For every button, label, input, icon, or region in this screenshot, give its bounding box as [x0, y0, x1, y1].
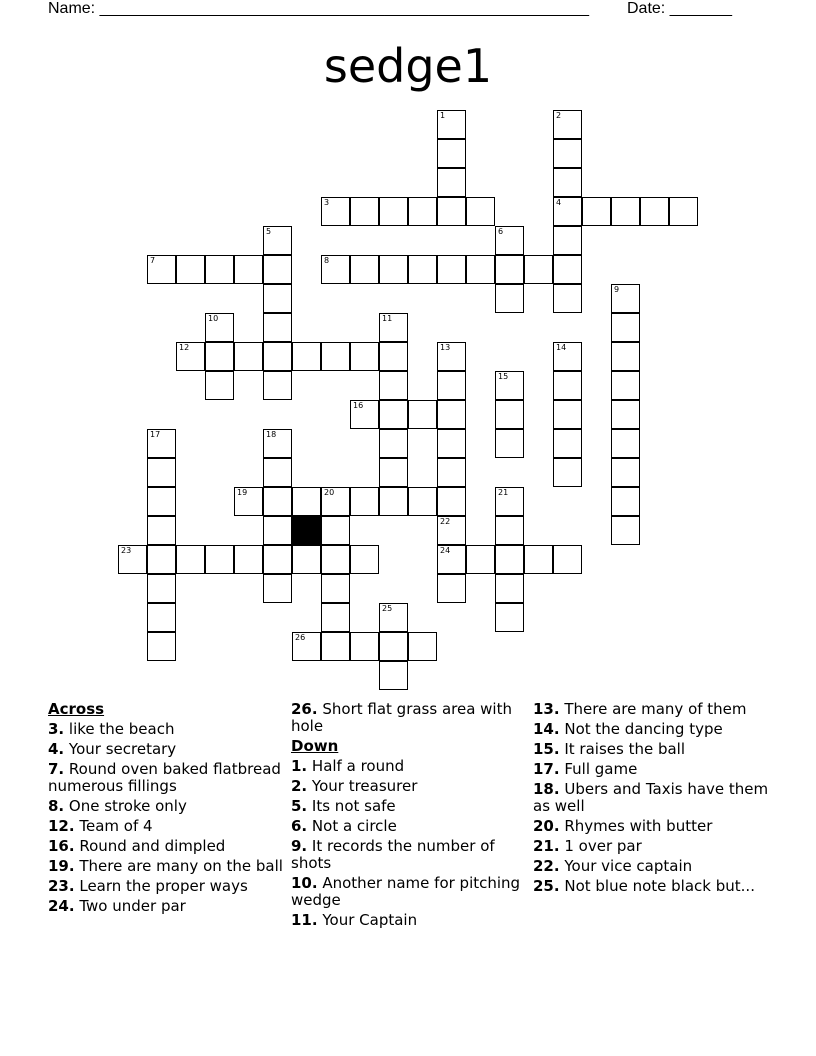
clue-item-number: 7. — [48, 760, 65, 778]
grid-cell — [437, 197, 466, 226]
clue-item — [48, 761, 284, 795]
clue-item-number: 14. — [533, 720, 560, 738]
grid-cell — [263, 313, 292, 342]
grid-cell — [379, 458, 408, 487]
clue-number: 19 — [237, 488, 248, 497]
grid-cell — [379, 255, 408, 284]
clue-item-number: 13. — [533, 700, 560, 718]
clue-item — [533, 741, 769, 758]
grid-cell — [408, 255, 437, 284]
grid-cell — [263, 255, 292, 284]
clue-item-text: Two under par — [79, 897, 186, 915]
clue-number: 10 — [208, 314, 219, 323]
clue-item-text: Round oven baked flatbread numerous fillings — [48, 760, 281, 795]
clue-item — [48, 878, 284, 895]
grid-cell — [292, 487, 321, 516]
clue-item-text: Half a round — [311, 757, 405, 775]
grid-cell — [379, 661, 408, 690]
grid-cell — [495, 516, 524, 545]
grid-cell — [466, 255, 495, 284]
clue-item-number: 24. — [48, 897, 75, 915]
grid-cell — [466, 197, 495, 226]
clue-item-number: 1. — [291, 757, 308, 775]
grid-cell — [553, 284, 582, 313]
clue-item — [533, 761, 769, 778]
grid-cell — [205, 255, 234, 284]
clue-item-number: 17. — [533, 760, 560, 778]
clue-item-number: 3. — [48, 720, 65, 738]
grid-cell — [611, 487, 640, 516]
grid-cell — [263, 516, 292, 545]
grid-cell — [553, 255, 582, 284]
grid-cell — [495, 574, 524, 603]
grid-cell — [350, 545, 379, 574]
grid-cell — [379, 400, 408, 429]
grid-cell — [292, 342, 321, 371]
clue-item — [48, 741, 284, 758]
grid-cell — [321, 516, 350, 545]
clue-item — [291, 701, 527, 735]
clue-number: 17 — [150, 430, 161, 439]
grid-cell — [234, 545, 263, 574]
clue-item-text: Not a circle — [311, 817, 397, 835]
clue-item — [48, 798, 284, 815]
clue-item-text: Your treasurer — [311, 777, 418, 795]
grid-cell — [379, 632, 408, 661]
clue-item — [533, 858, 769, 875]
clue-item-number: 4. — [48, 740, 65, 758]
grid-cell — [147, 632, 176, 661]
clue-number: 8 — [324, 256, 330, 265]
clue-item — [533, 781, 769, 815]
grid-cell — [611, 197, 640, 226]
grid-cell — [611, 429, 640, 458]
clue-item-text: Your vice captain — [564, 857, 693, 875]
grid-cell — [553, 400, 582, 429]
clue-item — [48, 818, 284, 835]
grid-cell — [408, 487, 437, 516]
clue-item-text: like the beach — [68, 720, 175, 738]
grid-cell — [350, 632, 379, 661]
clue-item-number: 5. — [291, 797, 308, 815]
clue-number: 4 — [556, 198, 562, 207]
grid-cell — [147, 487, 176, 516]
clue-number: 1 — [440, 111, 446, 120]
grid-cell — [205, 545, 234, 574]
clue-number: 12 — [179, 343, 190, 352]
clue-item-number: 23. — [48, 877, 75, 895]
clue-item — [48, 721, 284, 738]
grid-cell — [495, 429, 524, 458]
grid-cell — [495, 545, 524, 574]
grid-cell — [321, 603, 350, 632]
clue-item-text: There are many on the ball — [79, 857, 283, 875]
clue-item-number: 20. — [533, 817, 560, 835]
clue-item-number: 2. — [291, 777, 308, 795]
grid-cell — [350, 197, 379, 226]
grid-cell — [437, 168, 466, 197]
grid-cell — [147, 458, 176, 487]
clue-item-text: 1 over par — [564, 837, 642, 855]
clue-number: 21 — [498, 488, 509, 497]
clue-item-text: Round and dimpled — [79, 837, 226, 855]
clue-item-text: Ubers and Taxis have them as well — [533, 780, 769, 815]
clue-item — [291, 875, 527, 909]
clue-item-number: 12. — [48, 817, 75, 835]
grid-cell — [379, 197, 408, 226]
clue-number: 6 — [498, 227, 504, 236]
grid-cell — [147, 574, 176, 603]
clue-item-text: It records the number of shots — [291, 837, 495, 872]
grid-cell — [147, 516, 176, 545]
clue-item — [291, 758, 527, 775]
grid-cell — [437, 429, 466, 458]
grid-cell — [234, 255, 263, 284]
clue-item-text: Full game — [564, 760, 638, 778]
clue-number: 14 — [556, 343, 567, 352]
clue-item — [291, 798, 527, 815]
clue-item-number: 15. — [533, 740, 560, 758]
grid-cell — [379, 429, 408, 458]
grid-cell — [611, 371, 640, 400]
grid-cell — [524, 255, 553, 284]
clue-item-number: 16. — [48, 837, 75, 855]
grid-cell — [263, 545, 292, 574]
grid-cell — [176, 255, 205, 284]
grid-cell — [611, 313, 640, 342]
grid-cell — [611, 516, 640, 545]
clue-number: 18 — [266, 430, 277, 439]
clue-number: 25 — [382, 604, 393, 613]
clue-item-number: 9. — [291, 837, 308, 855]
grid-cell — [321, 545, 350, 574]
clue-item — [48, 898, 284, 915]
clue-item-number: 6. — [291, 817, 308, 835]
grid-cell — [553, 371, 582, 400]
grid-cell — [379, 487, 408, 516]
grid-cell — [495, 603, 524, 632]
grid-cell — [437, 458, 466, 487]
clue-number: 20 — [324, 488, 335, 497]
clue-item-text: Your secretary — [68, 740, 177, 758]
clue-number: 15 — [498, 372, 509, 381]
puzzle-title: sedge1 — [323, 39, 493, 93]
clue-item-number: 8. — [48, 797, 65, 815]
grid-cell — [553, 139, 582, 168]
clue-number: 13 — [440, 343, 451, 352]
grid-cell — [147, 603, 176, 632]
clue-item — [48, 838, 284, 855]
grid-cell — [611, 458, 640, 487]
clue-item-text: One stroke only — [68, 797, 187, 815]
clue-item-number: 25. — [533, 877, 560, 895]
grid-cell — [263, 487, 292, 516]
clue-number: 23 — [121, 546, 132, 555]
clue-item — [533, 721, 769, 738]
clue-item-text: Short flat grass area with hole — [291, 700, 512, 735]
clue-item — [291, 778, 527, 795]
clue-item-number: 11. — [291, 911, 318, 929]
clue-number: 24 — [440, 546, 451, 555]
grid-cell — [611, 342, 640, 371]
grid-cell — [437, 487, 466, 516]
clue-item-text: Not the dancing type — [564, 720, 723, 738]
clue-number: 2 — [556, 111, 562, 120]
grid-cell — [263, 371, 292, 400]
clue-item-number: 18. — [533, 780, 560, 798]
grid-cell — [408, 632, 437, 661]
grid-cell — [350, 255, 379, 284]
grid-cell — [553, 226, 582, 255]
clue-item — [291, 838, 527, 872]
clue-item-number: 10. — [291, 874, 318, 892]
black-cell — [292, 516, 321, 545]
clue-item-number: 19. — [48, 857, 75, 875]
clue-number: 7 — [150, 256, 156, 265]
clue-item-text: Rhymes with butter — [564, 817, 713, 835]
grid-cell — [437, 255, 466, 284]
grid-cell — [611, 400, 640, 429]
clue-number: 16 — [353, 401, 364, 410]
clue-item-number: 26. — [291, 700, 318, 718]
grid-cell — [321, 632, 350, 661]
clue-item — [533, 878, 769, 895]
grid-cell — [495, 284, 524, 313]
clue-number: 9 — [614, 285, 620, 294]
clue-item-number: 21. — [533, 837, 560, 855]
grid-cell — [263, 284, 292, 313]
grid-cell — [176, 545, 205, 574]
clue-item — [291, 818, 527, 835]
grid-cell — [669, 197, 698, 226]
clue-item — [48, 858, 284, 875]
grid-cell — [234, 342, 263, 371]
clue-number: 3 — [324, 198, 330, 207]
clue-item — [533, 818, 769, 835]
grid-cell — [321, 342, 350, 371]
grid-cell — [437, 139, 466, 168]
grid-cell — [379, 371, 408, 400]
across-heading: Across — [48, 700, 105, 718]
clue-number: 22 — [440, 517, 451, 526]
grid-cell — [553, 458, 582, 487]
grid-cell — [147, 545, 176, 574]
grid-cell — [350, 487, 379, 516]
clue-item-text: Team of 4 — [79, 817, 153, 835]
grid-cell — [640, 197, 669, 226]
grid-cell — [437, 400, 466, 429]
grid-cell — [495, 255, 524, 284]
clue-item-text: There are many of them — [564, 700, 747, 718]
grid-cell — [437, 574, 466, 603]
clue-item-text: Your Captain — [322, 911, 418, 929]
clue-item-text: Its not safe — [311, 797, 396, 815]
clue-item-text: Another name for pitching wedge — [291, 874, 521, 909]
grid-cell — [408, 400, 437, 429]
clue-column-2 — [291, 701, 527, 932]
grid-cell — [379, 342, 408, 371]
grid-cell — [524, 545, 553, 574]
grid-cell — [553, 545, 582, 574]
grid-cell — [263, 342, 292, 371]
clue-number: 5 — [266, 227, 272, 236]
down-heading: Down — [291, 737, 339, 755]
clue-item — [291, 912, 527, 929]
grid-cell — [263, 574, 292, 603]
clue-number: 26 — [295, 633, 306, 642]
clue-item — [533, 701, 769, 718]
grid-cell — [292, 545, 321, 574]
grid-cell — [263, 458, 292, 487]
grid-cell — [466, 545, 495, 574]
grid-cell — [321, 574, 350, 603]
grid-cell — [437, 371, 466, 400]
grid-cell — [350, 342, 379, 371]
grid-cell — [582, 197, 611, 226]
clue-item-number: 22. — [533, 857, 560, 875]
clue-column-1 — [48, 701, 284, 918]
clue-column-3 — [533, 701, 769, 898]
clue-item-text: Learn the proper ways — [79, 877, 248, 895]
name-field-line: Name: _______________________________________________________ — [48, 0, 589, 17]
clue-item — [533, 838, 769, 855]
grid-cell — [553, 168, 582, 197]
grid-cell — [205, 342, 234, 371]
clue-number: 11 — [382, 314, 393, 323]
grid-cell — [553, 429, 582, 458]
date-field-line: Date: _______ — [627, 0, 732, 17]
grid-cell — [495, 400, 524, 429]
grid-cell — [408, 197, 437, 226]
grid-cell — [205, 371, 234, 400]
clue-item-text: It raises the ball — [564, 740, 686, 758]
clue-item-text: Not blue note black but... — [564, 877, 755, 895]
